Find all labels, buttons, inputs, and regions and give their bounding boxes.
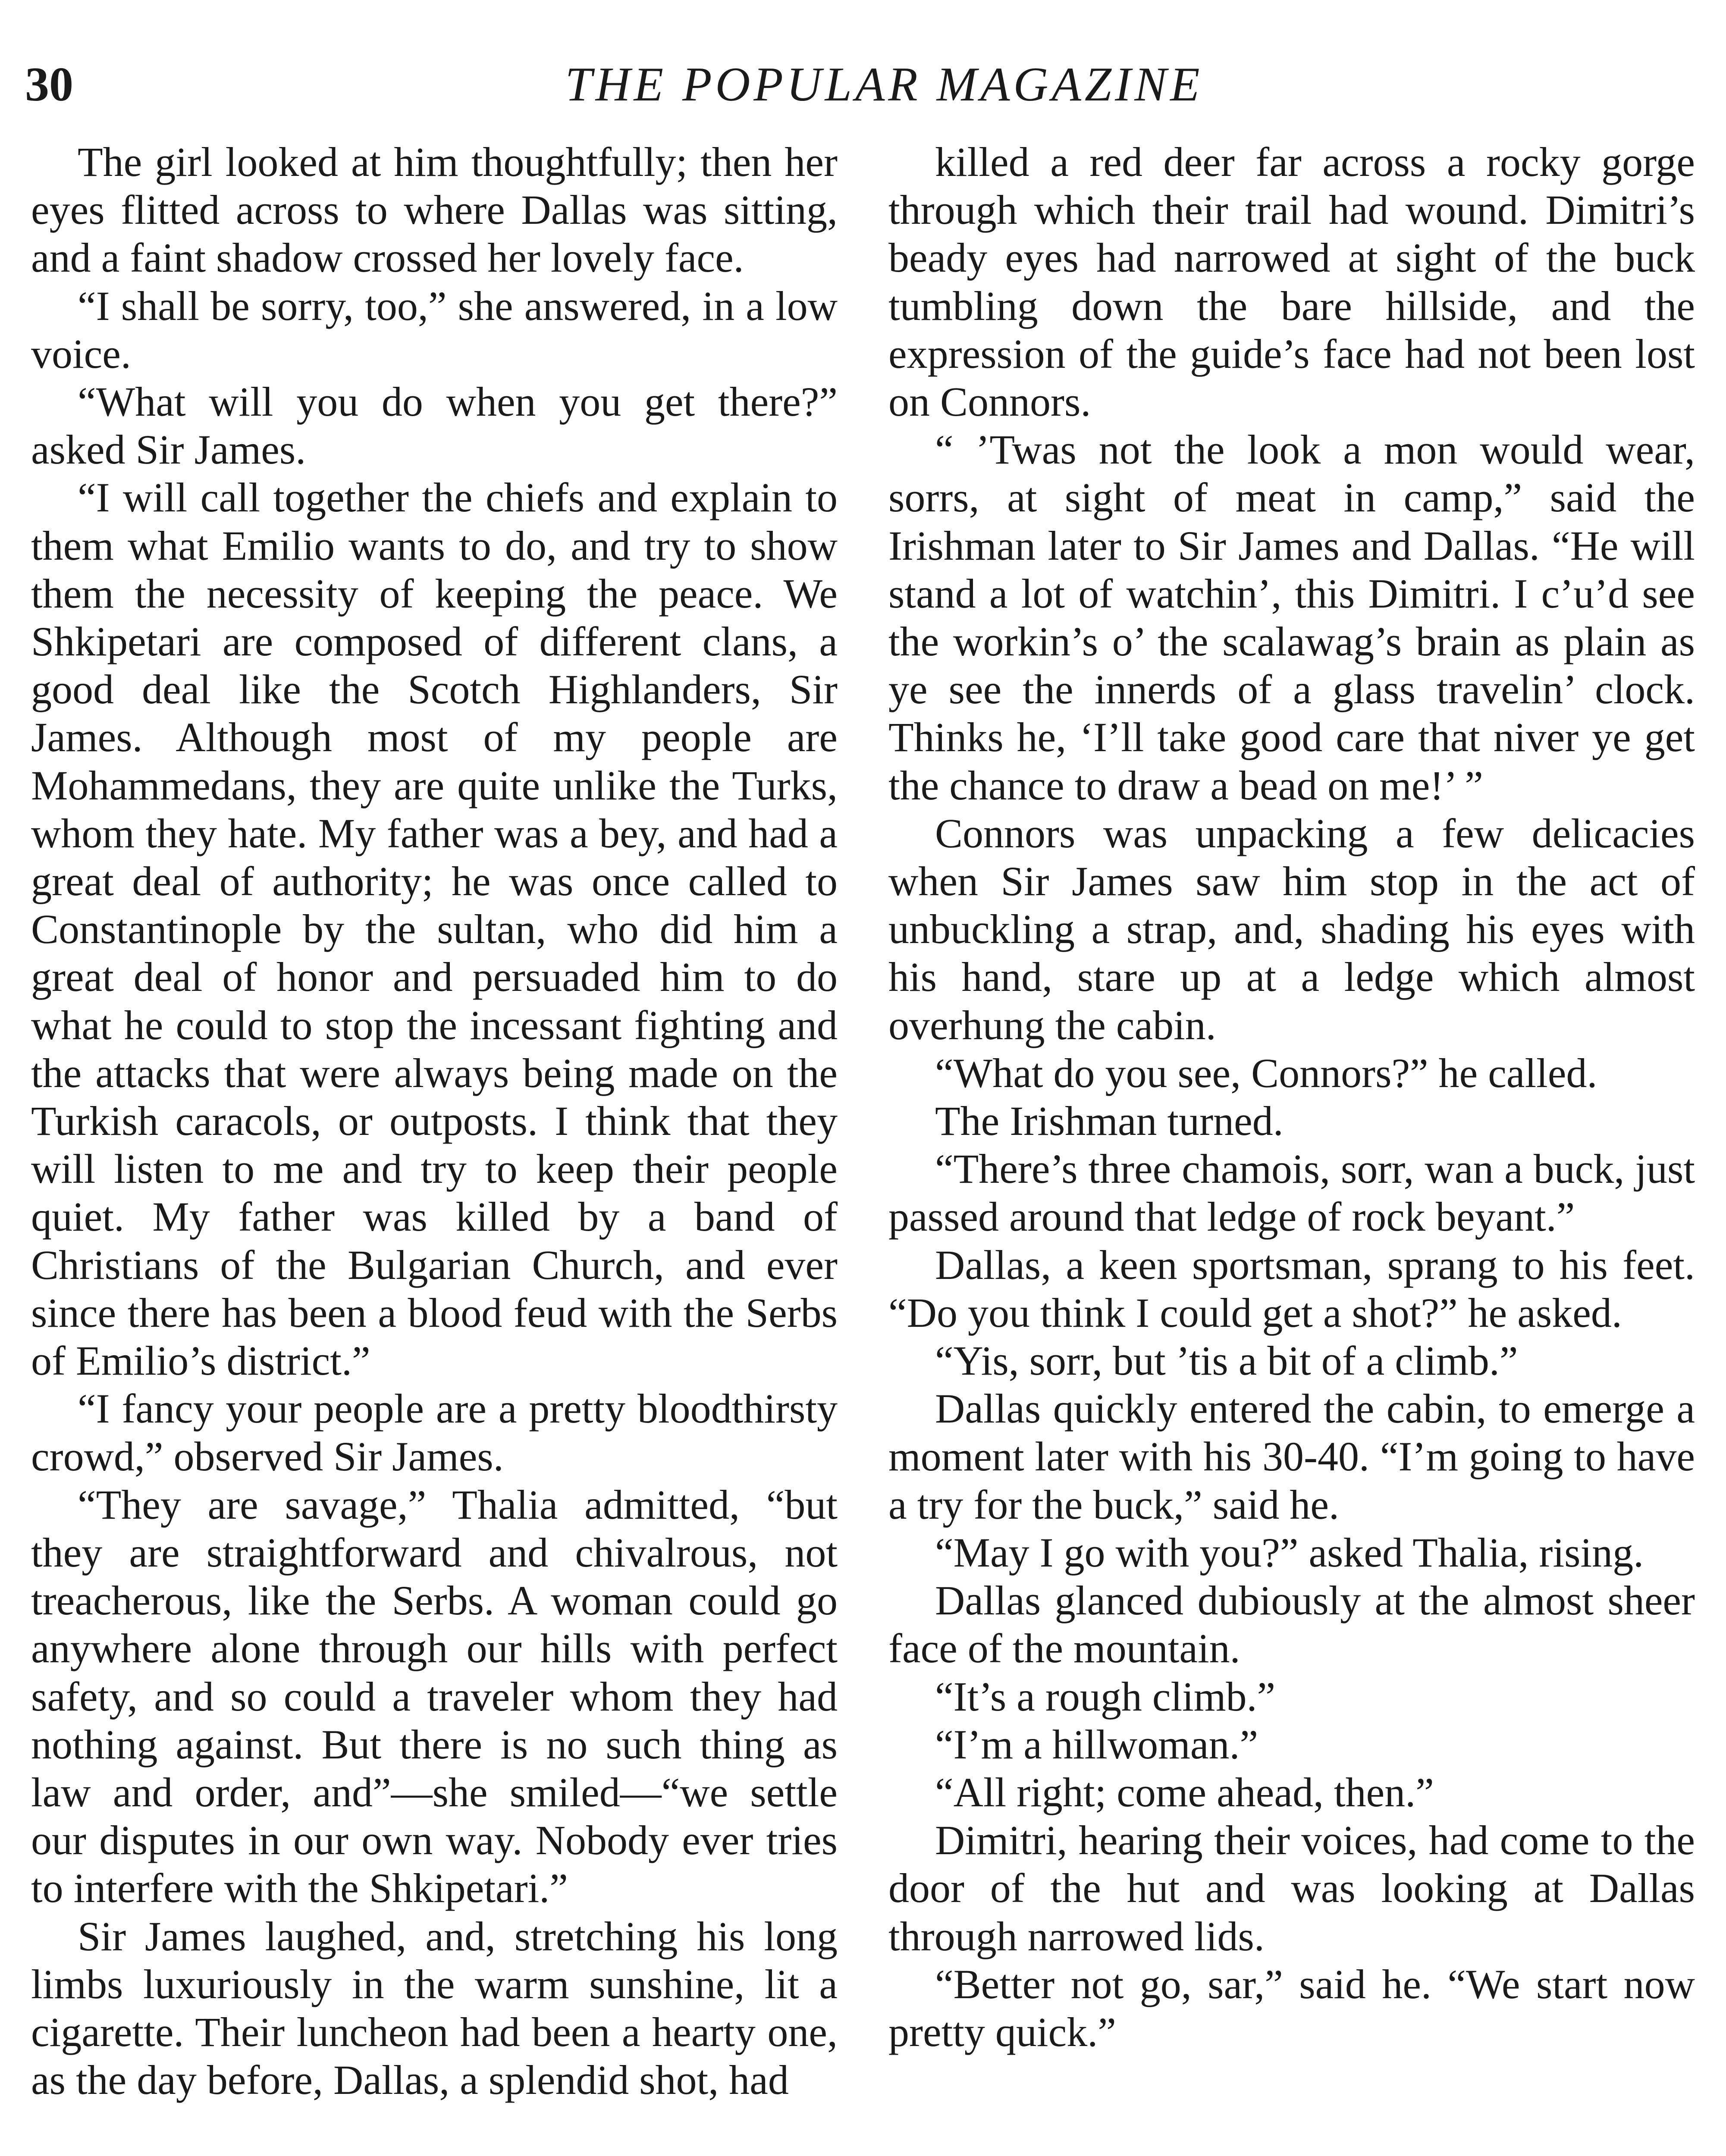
paragraph: The girl looked at him thoughtfully; then her eyes flitted across to where Dallas was sitting, and a faint shadow crossed her lovely face. (31, 139, 838, 281)
paragraph: “They are savage,” Thalia admitted, “but they are straightforward and chivalrous, not treacherous, like the Serbs. A woman could go anywhere alone through our hills with perfect safety, and so could a traveler whom they had nothing against. But there is no such thing as law and order, and”—she smiled—“we settle our disputes in our own way. Nobody ever tries to interfere with the Shkipetari.” (31, 1481, 838, 1912)
paragraph: Sir James laughed, and, stretching his long limbs luxuriously in the warm sunshine, lit a cigarette. Their luncheon had been a hearty one, as the day before, Dallas, a splendid shot, had (31, 1913, 838, 2103)
paragraph: “ ’Twas not the look a mon would wear, sorrs, at sight of meat in camp,” said the Irishman later to Sir James and Dallas. “He will stand a lot of watchin’, this Dimitri. I c’u’d see the workin’s o’ the scalawag’s brain as plain as ye see the innerds of a glass travelin’ clock. Thinks he, ‘I’ll take good care that niver ye get the chance to draw a bead on me!’ ” (888, 426, 1695, 808)
page-number: 30 (25, 58, 73, 111)
running-head: THE POPULAR MAGAZINE (565, 58, 1203, 111)
paragraph: Dallas glanced dubiously at the almost sheer face of the mountain. (888, 1577, 1695, 1672)
paragraph: “What do you see, Connors?” he called. (935, 1050, 1597, 1096)
paragraph: Dallas quickly entered the cabin, to emerge a moment later with his 30-40. “I’m going to have a try for the buck,” said he. (888, 1385, 1695, 1528)
paragraph: “There’s three chamois, sorr, wan a buck, just passed around that ledge of rock beyant.” (888, 1146, 1695, 1240)
paragraph: Dimitri, hearing their voices, had come to the door of the hut and was looking at Dallas through narrowed lids. (888, 1817, 1695, 1959)
paragraph: “I shall be sorry, too,” she answered, in a low voice. (31, 282, 838, 377)
paragraph: “I fancy your people are a pretty bloodthirsty crowd,” observed Sir James. (31, 1385, 838, 1480)
paragraph: killed a red deer far across a rocky gorge through which their trail had wound. Dimitri’s beady eyes had narrowed at sight of the buck tumbling down the bare hillside, and the expression of the guide’s face had not been lost on Connors. (888, 139, 1695, 425)
paragraph: “Yis, sorr, but ’tis a bit of a climb.” (935, 1338, 1518, 1384)
left-column (31, 138, 838, 2104)
paragraph: “All right; come ahead, then.” (935, 1769, 1434, 1815)
page-header (0, 41, 1726, 128)
paragraph: “What will you do when you get there?” asked Sir James. (31, 379, 838, 473)
paragraph: “May I go with you?” asked Thalia, rising. (935, 1529, 1644, 1576)
paragraph: “I’m a hillwoman.” (935, 1721, 1258, 1767)
right-column (888, 138, 1695, 2056)
paragraph: The Irishman turned. (935, 1098, 1284, 1144)
paragraph: Dallas, a keen sportsman, sprang to his feet. “Do you think I could get a shot?” he asked. (888, 1241, 1695, 1336)
paragraph: Connors was unpacking a few delicacies when Sir James saw him stop in the act of unbuckling a strap, and, shading his eyes with his hand, stare up at a ledge which almost overhung the cabin. (888, 810, 1695, 1048)
paragraph: “I will call together the chiefs and explain to them what Emilio wants to do, and try to show them the necessity of keeping the peace. We Shkipetari are composed of different clans, a good deal like the Scotch Highlanders, Sir James. Although most of my people are Mohammedans, they are quite unlike the Turks, whom they hate. My father was a bey, and had a great deal of authority; he was once called to Constantinople by the sultan, who did him a great deal of honor and persuaded him to do what he could to stop the incessant fighting and the attacks that were always being made on the Turkish caracols, or outposts. I think that they will listen to me and try to keep their people quiet. My father was killed by a band of Christians of the Bulgarian Church, and ever since there has been a blood feud with the Serbs of Emilio’s district.” (31, 474, 838, 1384)
paragraph: “Better not go, sar,” said he. “We start now pretty quick.” (888, 1961, 1695, 2055)
paragraph: “It’s a rough climb.” (935, 1673, 1276, 1720)
